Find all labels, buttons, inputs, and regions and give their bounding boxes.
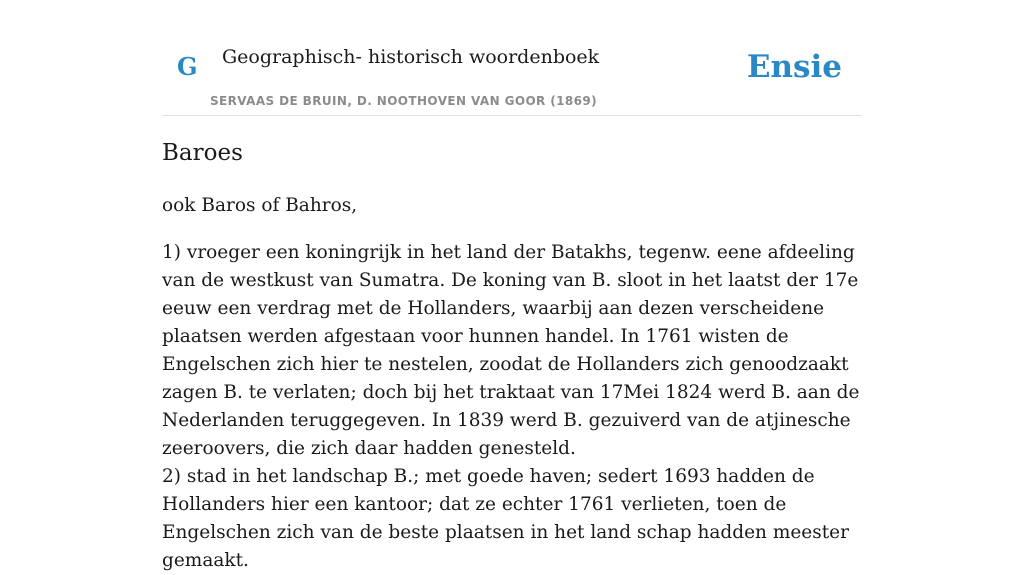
entry-paragraph-1: 1) vroeger een koningrijk in het land der Batakhs, tegenw. eene afdeeling van de westkust van Sumatra. De koning van B. sloot in het laatst der 17e eeuw een verdrag met de Hollanders, waarbij aan dezen verscheidene plaatsen werden afgestaan voor hunnen handel. In 1761 wisten de Engelschen zich hier te nestelen, zoodat de Hollanders zich genoodzaakt zagen B. te verlaten; doch bij het traktaat van 17Mei 1824 werd B. aan de Nederlanden teruggegeven. In 1839 werd B. gezuiverd van de atjinesche zeeroovers, die zich daar hadden genesteld. — [162, 242, 860, 459]
book-initial[interactable]: G — [177, 52, 198, 81]
entry-paragraph-2: 2) stad in het landschap B.; met goede haven; sedert 1693 hadden de Hollanders hier een kantoor; dat ze echter 1761 verlieten, toen de Engelschen zich van de beste plaatsen in het land schap hadden meester gemaakt. — [162, 466, 849, 571]
ensie-logo[interactable]: Ensie — [746, 49, 842, 85]
entry-body — [162, 192, 862, 575]
entry-alias: ook Baros of Bahros, — [162, 195, 358, 216]
book-header — [162, 40, 862, 116]
book-author: SERVAAS DE BRUIN, D. NOOTHOVEN VAN GOOR (1869) — [210, 94, 598, 108]
entry-title: Baroes — [162, 140, 243, 166]
book-title[interactable]: Geographisch- historisch woordenboek — [222, 46, 600, 68]
